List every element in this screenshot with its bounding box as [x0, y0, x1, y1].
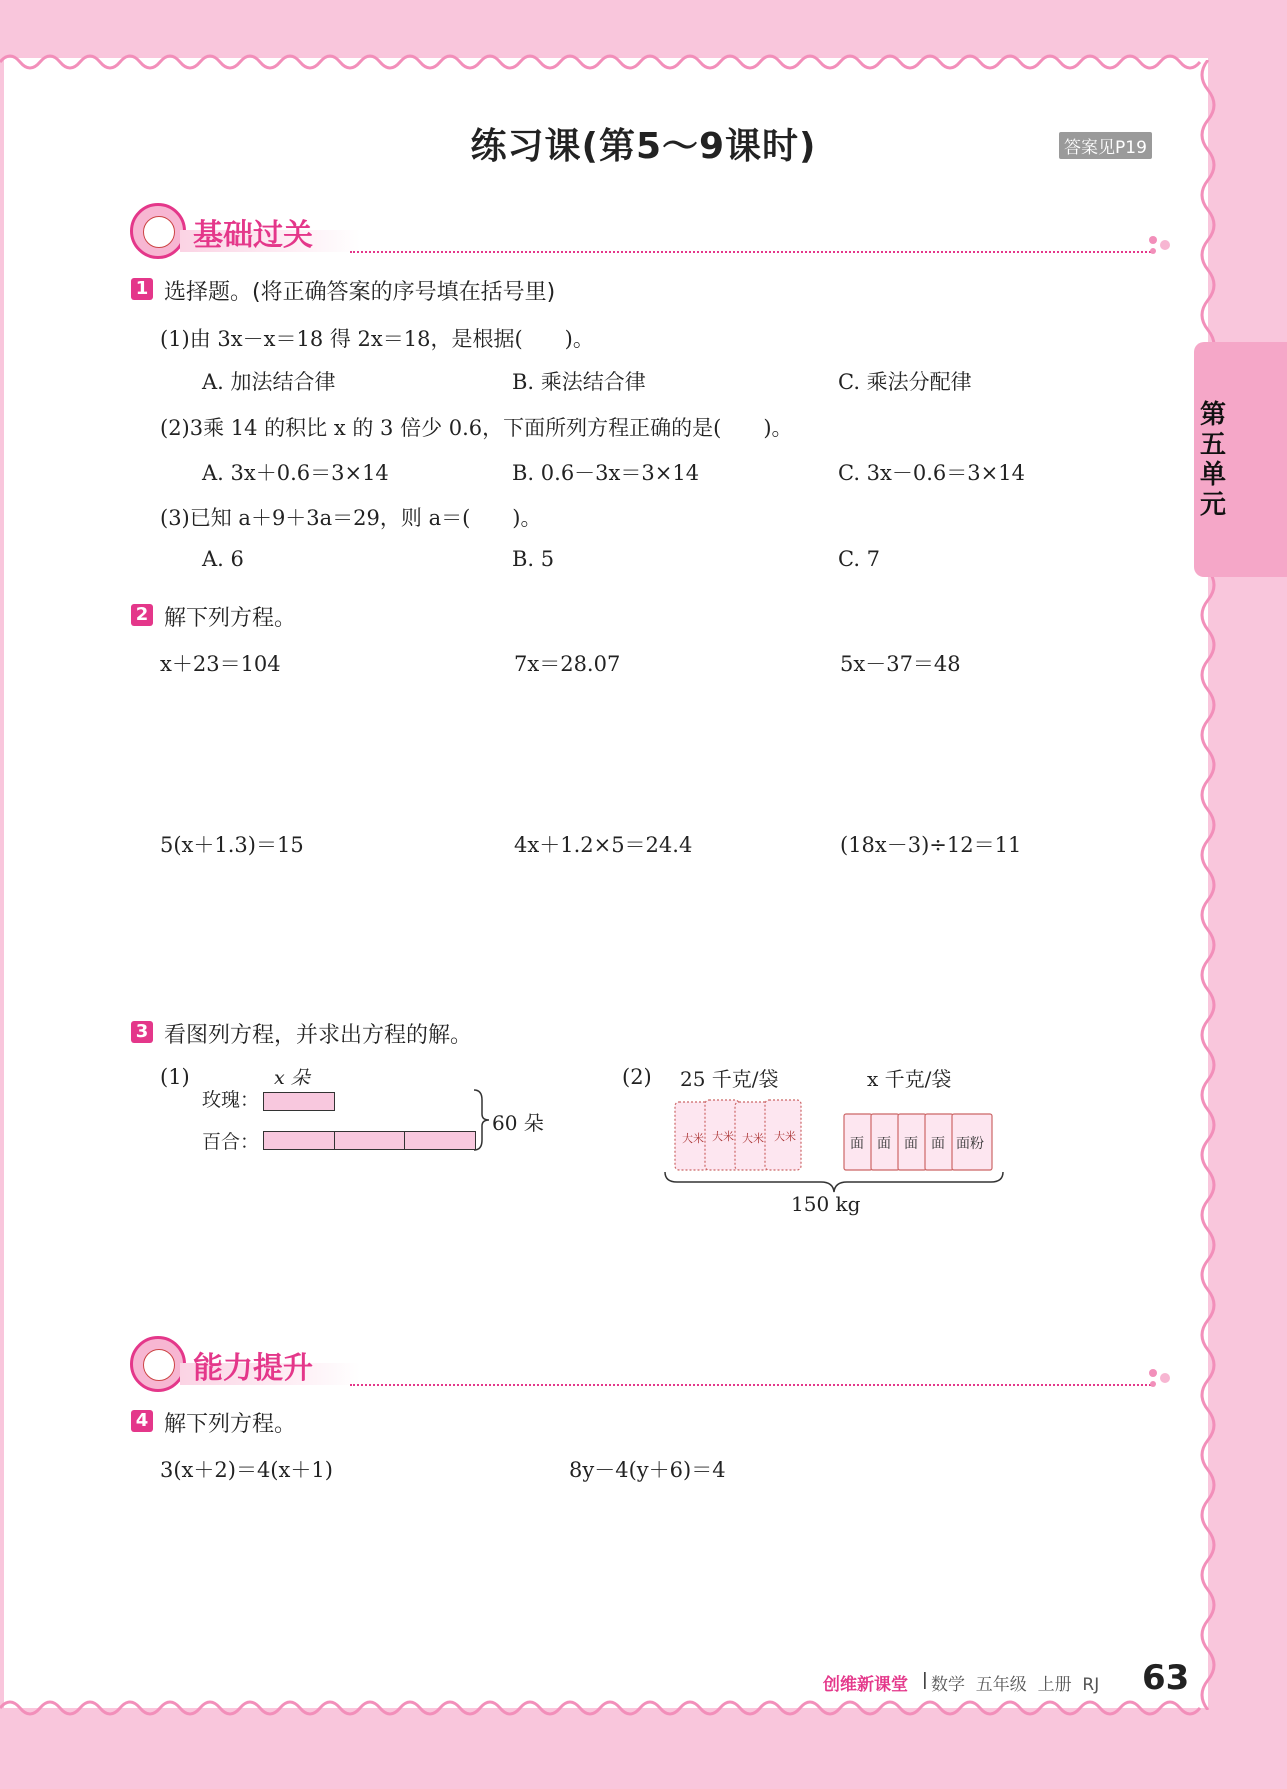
rose-label: 玫瑰：: [202, 1089, 260, 1111]
option-a: A. 加法结合律: [202, 370, 336, 394]
part-label: (1): [160, 1065, 190, 1089]
decorative-wave-bottom: [0, 1690, 1287, 1730]
page-title: 练习课(第5～9课时): [470, 126, 817, 167]
option-b: B. 乘法结合律: [512, 370, 646, 394]
lily-bar-divider: [334, 1132, 335, 1149]
decorative-dots: [1148, 1369, 1172, 1389]
equation: 5x－37＝48: [840, 652, 961, 676]
option-a: A. 3x＋0.6＝3×14: [202, 461, 389, 485]
option-c: C. 7: [838, 547, 881, 571]
footer-divider: |: [922, 1670, 928, 1690]
option-c: C. 3x－0.6＝3×14: [838, 461, 1025, 485]
option-a: A. 6: [202, 547, 244, 571]
part-label: (2): [622, 1065, 652, 1089]
footer-brand: 创维新课堂: [823, 1675, 908, 1695]
question-number: 4: [131, 1410, 153, 1432]
question-text: (1)由 3x－x＝18 得 2x＝18，是根据( )。: [160, 327, 594, 351]
answer-reference-badge: 答案见P19: [1059, 132, 1152, 159]
rice-bag-label: 大米: [774, 1130, 796, 1143]
option-b: B. 0.6－3x＝3×14: [512, 461, 700, 485]
flour-bag-label: 面粉: [956, 1136, 984, 1152]
mascot-icon: [130, 203, 186, 259]
rice-bag-label: 大米: [712, 1130, 734, 1143]
question-text: (3)已知 a＋9＋3a＝29，则 a＝( )。: [160, 506, 542, 530]
section-title-basic: 基础过关: [193, 218, 313, 253]
option-c: C. 乘法分配律: [838, 370, 972, 394]
equation: 5(x＋1.3)＝15: [160, 833, 304, 857]
lily-bar-divider: [404, 1132, 405, 1149]
equation: (18x－3)÷12＝11: [840, 833, 1022, 857]
rose-quantity-label: x 朵: [274, 1067, 310, 1089]
rice-bag-label: 大米: [682, 1132, 704, 1145]
section-divider: [350, 251, 1155, 253]
question-title: 解下列方程。: [164, 1412, 297, 1437]
unit-tab-label: 第五单元: [1199, 400, 1226, 520]
decorative-wave-top: [0, 40, 1287, 80]
question-number: 1: [131, 278, 153, 300]
decorative-dots: [1148, 236, 1172, 256]
footer-info: 数学 五年级 上册 RJ: [931, 1675, 1100, 1695]
equation: x＋23＝104: [160, 652, 281, 676]
question-title: 解下列方程。: [164, 606, 297, 631]
flour-bag-weight: x 千克/袋: [867, 1067, 952, 1091]
lily-bar: [263, 1131, 476, 1150]
rose-bar: [263, 1092, 335, 1111]
section-title-advanced: 能力提升: [193, 1351, 313, 1386]
equation: 7x＝28.07: [514, 652, 621, 676]
equation: 3(x＋2)＝4(x＋1): [160, 1458, 333, 1482]
flour-bags-illustration: [840, 1108, 1000, 1174]
mascot-icon: [130, 1336, 186, 1392]
question-number: 3: [131, 1021, 153, 1043]
total-weight-brace: [663, 1170, 1005, 1194]
lily-label: 百合：: [202, 1131, 260, 1153]
rice-bag-label: 大米: [742, 1132, 764, 1145]
option-b: B. 5: [512, 547, 555, 571]
section-divider: [350, 1384, 1155, 1386]
total-weight-label: 150 kg: [791, 1192, 861, 1216]
page-number: 63: [1142, 1658, 1190, 1698]
total-label: 60 朵: [492, 1111, 544, 1135]
flour-bag-label: 面: [904, 1136, 918, 1152]
question-number: 2: [131, 604, 153, 626]
decorative-wave-right: [1190, 60, 1230, 1710]
question-title: 看图列方程，并求出方程的解。: [164, 1023, 473, 1048]
total-brace: [472, 1088, 492, 1152]
rice-bags-illustration: [670, 1096, 810, 1176]
equation: 8y－4(y＋6)＝4: [569, 1458, 726, 1482]
question-text: (2)3乘 14 的积比 x 的 3 倍少 0.6，下面所列方程正确的是( )。: [160, 416, 793, 440]
equation: 4x＋1.2×5＝24.4: [514, 833, 693, 857]
question-title: 选择题。(将正确答案的序号填在括号里): [164, 280, 556, 305]
flour-bag-label: 面: [931, 1136, 945, 1152]
flour-bag-label: 面: [877, 1136, 891, 1152]
flour-bag-label: 面: [850, 1136, 864, 1152]
rice-bag-weight: 25 千克/袋: [680, 1067, 779, 1091]
